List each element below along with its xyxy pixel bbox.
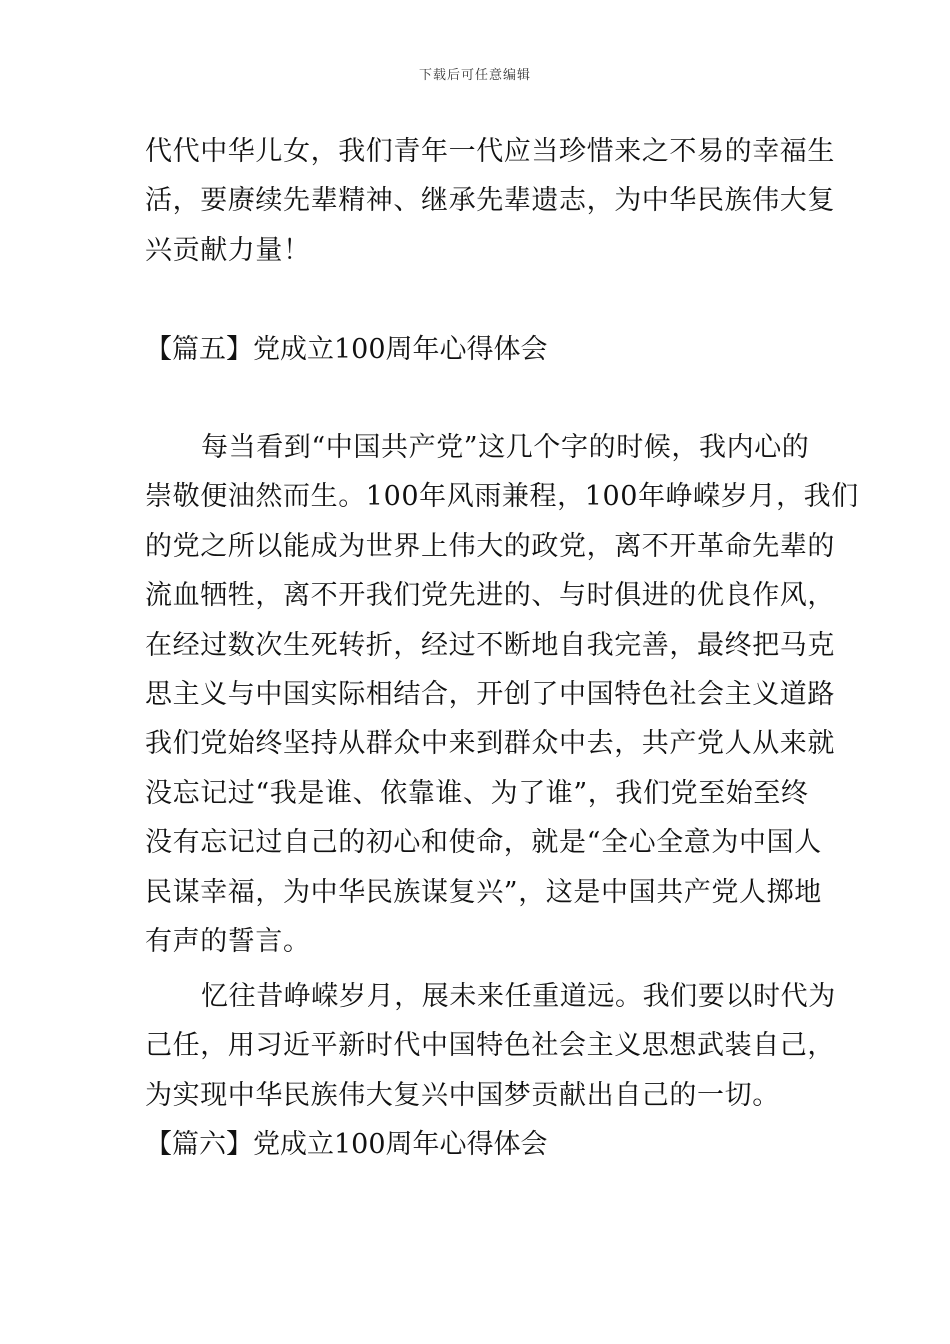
paragraph-line: 没忘记过“我是谁、依靠谁、为了谁”，我们党至始至终 [145, 777, 809, 809]
intro-line: 活，要赓续先辈精神、继承先辈遗志，为中华民族伟大复 [145, 185, 835, 217]
paragraph-line: 己任，用习近平新时代中国特色社会主义思想武装自己， [145, 1030, 835, 1062]
paragraph-line: 在经过数次生死转折，经过不断地自我完善，最终把马克 [145, 629, 835, 661]
intro-paragraph [145, 127, 835, 275]
intro-line: 兴贡献力量！ [145, 234, 311, 266]
paragraph-line: 有声的誓言。 [145, 925, 311, 957]
section-six-title: 【篇六】党成立100周年心得体会 [145, 1129, 548, 1160]
paragraph-line: 我们党始终坚持从群众中来到群众中去，共产党人从来就 [145, 728, 835, 760]
paragraph-line: 流血牺牲，离不开我们党先进的、与时俱进的优良作风， [145, 580, 835, 612]
paragraph-line: 为实现中华民族伟大复兴中国梦贡献出自己的一切。 [145, 1079, 780, 1111]
page-header: 下载后可任意编辑 [418, 68, 531, 83]
paragraph-line: 每当看到“中国共产党”这几个字的时候，我内心的 [201, 432, 810, 463]
section-five-paragraph-1 [145, 423, 859, 966]
section-five-title: 【篇五】党成立100周年心得体会 [145, 334, 548, 365]
paragraph-line: 的党之所以能成为世界上伟大的政党，离不开革命先辈的 [145, 530, 835, 562]
paragraph-line: 忆往昔峥嵘岁月，展未来任重道远。我们要以时代为 [201, 981, 836, 1012]
paragraph-line: 没有忘记过自己的初心和使命，就是“全心全意为中国人 [145, 827, 822, 859]
paragraph-line: 民谋幸福，为中华民族谋复兴”，这是中国共产党人掷地 [145, 876, 822, 908]
intro-line: 代代中华儿女，我们青年一代应当珍惜来之不易的幸福生 [145, 136, 835, 167]
paragraph-line: 崇敬便油然而生。100年风雨兼程，100年峥嵘岁月，我们 [145, 481, 859, 513]
section-five-paragraph-2 [145, 972, 836, 1120]
paragraph-line: 思主义与中国实际相结合，开创了中国特色社会主义道路 [145, 678, 835, 710]
